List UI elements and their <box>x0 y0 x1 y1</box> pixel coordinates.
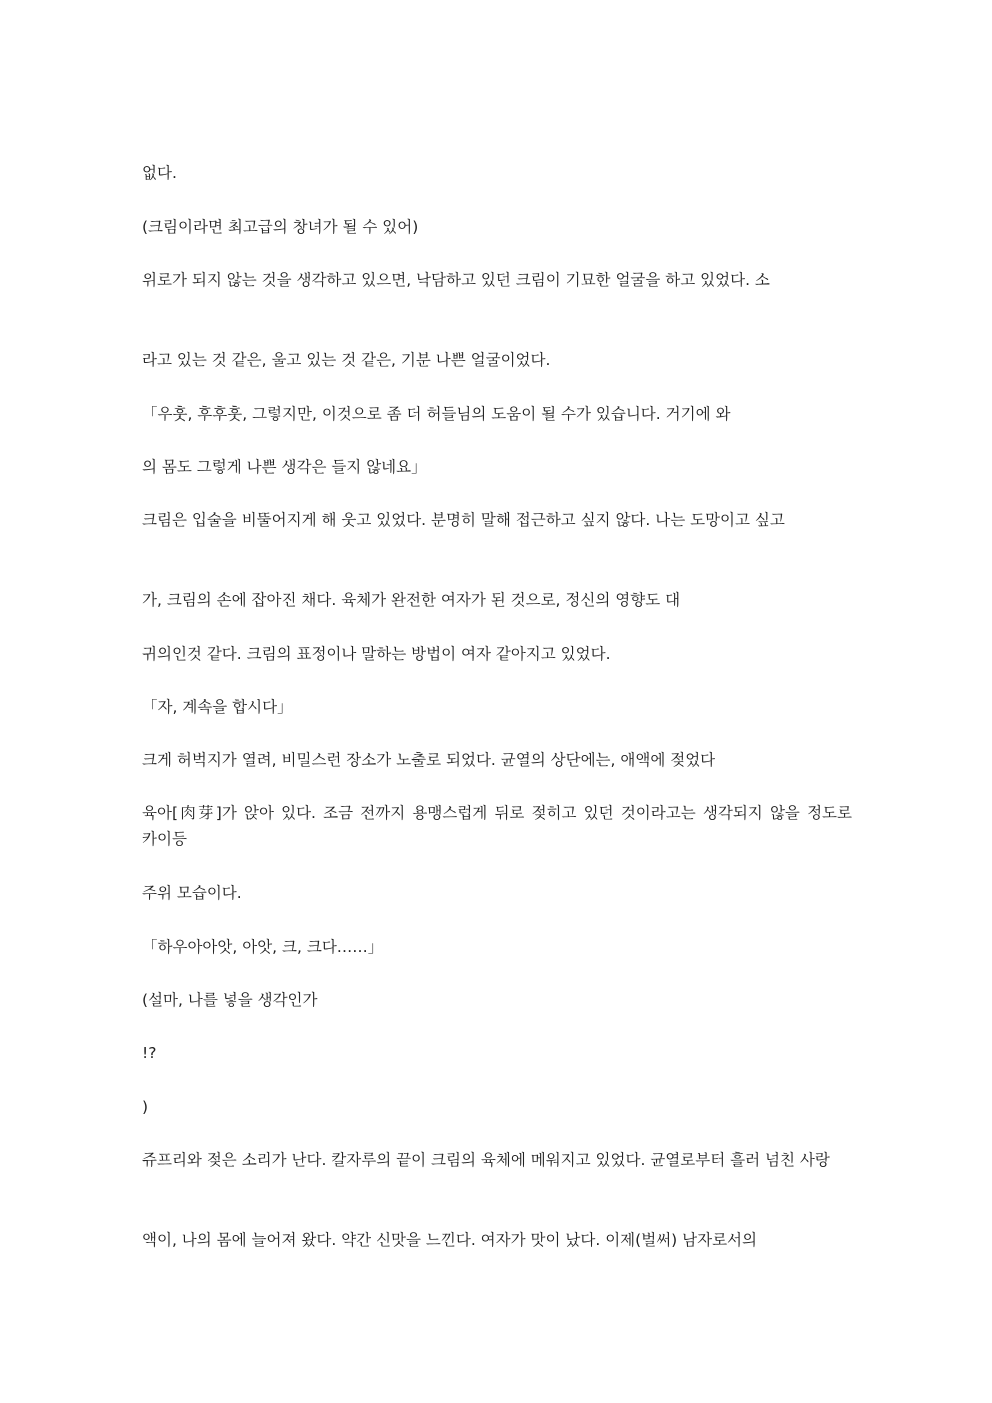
paragraph: ) <box>142 1098 149 1116</box>
paragraph: 라고 있는 것 같은, 울고 있는 것 같은, 기분 나쁜 얼굴이었다. <box>142 351 551 369</box>
paragraph: 크게 허벅지가 열려, 비밀스런 장소가 노출로 되었다. 균열의 상단에는, 애액에 젖었다 <box>142 751 716 769</box>
paragraph: 귀의인것 같다. 크림의 표정이나 말하는 방법이 여자 같아지고 있었다. <box>142 645 611 663</box>
paragraph: 가, 크림의 손에 잡아진 채다. 육체가 완전한 여자가 된 것으로, 정신의 영향도 대 <box>142 591 681 609</box>
paragraph: 쥬프리와 젖은 소리가 난다. 칼자루의 끝이 크림의 육체에 메워지고 있었다. 균열로부터 흘러 넘친 사랑 <box>142 1151 830 1169</box>
paragraph: 의 몸도 그렇게 나쁜 생각은 들지 않네요」 <box>142 458 427 476</box>
paragraph: 없다. <box>142 164 177 182</box>
paragraph: (설마, 나를 넣을 생각인가 <box>142 991 318 1009</box>
paragraph: 주위 모습이다. <box>142 884 242 902</box>
paragraph: (크림이라면 최고급의 창녀가 될 수 있어) <box>142 218 419 236</box>
paragraph: 육아[肉芽]가 앉아 있다. 조금 전까지 용맹스럽게 뒤로 젖히고 있던 것이라고는 생각되지 않을 정도로 카이등 <box>142 804 852 848</box>
paragraph: !? <box>142 1044 157 1062</box>
paragraph: 「하우아아앗, 아앗, 크, 크다……」 <box>142 938 384 956</box>
paragraph: 크림은 입술을 비뚤어지게 해 웃고 있었다. 분명히 말해 접근하고 싶지 않다. 나는 도망이고 싶고 <box>142 511 785 529</box>
paragraph: 액이, 나의 몸에 늘어져 왔다. 약간 신맛을 느낀다. 여자가 맛이 났다. 이제(벌써) 남자로서의 <box>142 1231 757 1249</box>
paragraph: 「자, 계속을 합시다」 <box>142 698 293 716</box>
paragraph: 위로가 되지 않는 것을 생각하고 있으면, 낙담하고 있던 크림이 기묘한 얼굴을 하고 있었다. 소 <box>142 271 770 289</box>
paragraph: 「우훗, 후후훗, 그렇지만, 이것으로 좀 더 허들님의 도움이 될 수가 있습니다. 거기에 와 <box>142 405 731 423</box>
